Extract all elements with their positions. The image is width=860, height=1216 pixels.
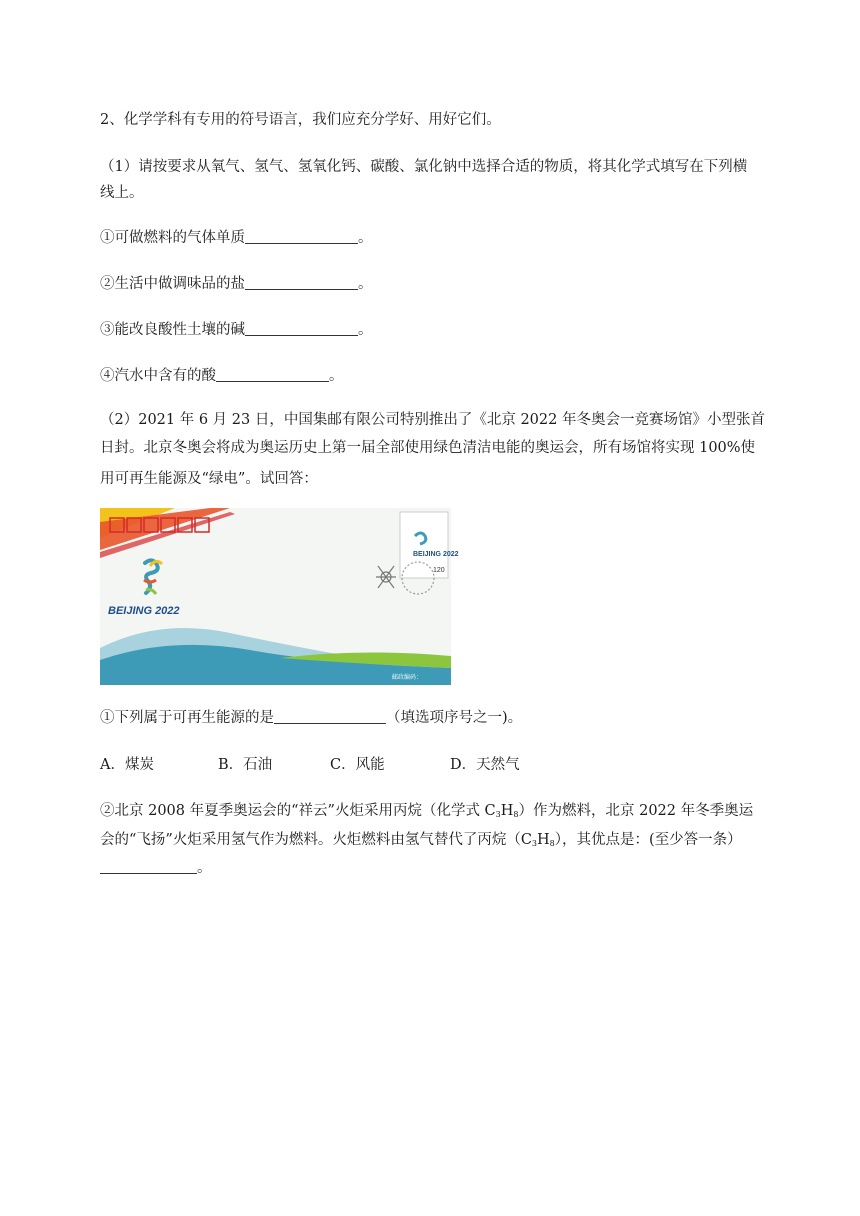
beijing-2022-emblem-icon [144,560,162,594]
sub2-text: 会的“飞扬”火炬采用氢气作为燃料。火炬燃料由氢气替代了丙烷（C [100,832,532,848]
subscript: 8 [549,839,555,848]
stamp [400,512,459,578]
logo-text: BEIJING 2022 [108,605,180,617]
sub1-prefix: ①下列属于可再生能源的是 [100,710,274,726]
option-d[interactable]: D．天然气 [450,757,520,773]
sub2-text: ）作为燃料，北京 2022 年冬季奥运 [518,803,754,819]
sub1-suffix: （填选项序号之一)。 [386,710,523,726]
item-text: ①可做燃料的气体单质 [100,230,245,246]
postcode-label: 邮政编码： [392,674,423,681]
item-text: ④汽水中含有的酸 [100,368,216,384]
sub2-text: H [500,803,514,819]
answer-blank[interactable] [100,859,197,874]
sub2-text: ），其优点是：(至少答一条） [554,832,742,848]
question-heading: 2、化学学科有专用的符号语言，我们应充分学好、用好它们。 [100,112,501,128]
item-end: 。 [358,276,373,292]
part2-sub2-line1 [100,801,753,825]
part2-sub2-line2 [100,830,742,854]
subscript: 8 [513,810,519,819]
item-text: ②生活中做调味品的盐 [100,276,245,292]
answer-blank[interactable] [245,321,358,336]
part1-intro-line1: （1）请按要求从氧气、氢气、氢氧化钙、碳酸、氯化钠中选择合适的物质，将其化学式填写在下列横 [100,159,748,175]
part1-item-3 [100,320,373,340]
option-b[interactable]: B．石油 [218,757,273,773]
part2-sub2-line3 [100,858,212,878]
item-text: ③能改良酸性土壤的碱 [100,322,245,338]
svg-text:BEIJING 2022: BEIJING 2022 [413,551,459,558]
sub2-text: ②北京 2008 年夏季奥运会的“祥云”火炬采用丙烷（化学式 C [100,803,496,819]
part1-item-2 [100,274,373,294]
item-end: 。 [329,368,344,384]
part1-item-4 [100,366,344,386]
part2-line1: （2）2021 年 6 月 23 日，中国集邮有限公司特别推出了《北京 2022 年冬奥会一竞赛场馆》小型张首 [100,412,765,428]
part2-sub1 [100,708,522,728]
part1-intro-line2: 线上。 [100,185,144,201]
sub2-end: 。 [197,860,212,876]
item-end: 。 [358,322,373,338]
part2-line3: 用可再生能源及“绿电”。试回答： [100,471,318,487]
answer-blank[interactable] [245,275,358,290]
answer-blank[interactable] [274,709,386,724]
item-end: 。 [358,230,373,246]
stamp-value: 120 [433,567,445,574]
answer-blank[interactable] [245,229,358,244]
part2-line2: 日封。北京冬奥会将成为奥运历史上第一届全部使用绿色清洁电能的奥运会，所有场馆将实现 100%使 [100,440,756,456]
option-c[interactable]: C．风能 [330,757,385,773]
subscript: 3 [531,839,538,848]
answer-blank[interactable] [216,367,329,382]
subscript: 3 [495,810,501,819]
sub2-text: H [537,832,550,848]
part1-item-1 [100,228,373,248]
first-day-cover-image [100,508,459,685]
option-a[interactable]: A．煤炭 [100,757,154,773]
